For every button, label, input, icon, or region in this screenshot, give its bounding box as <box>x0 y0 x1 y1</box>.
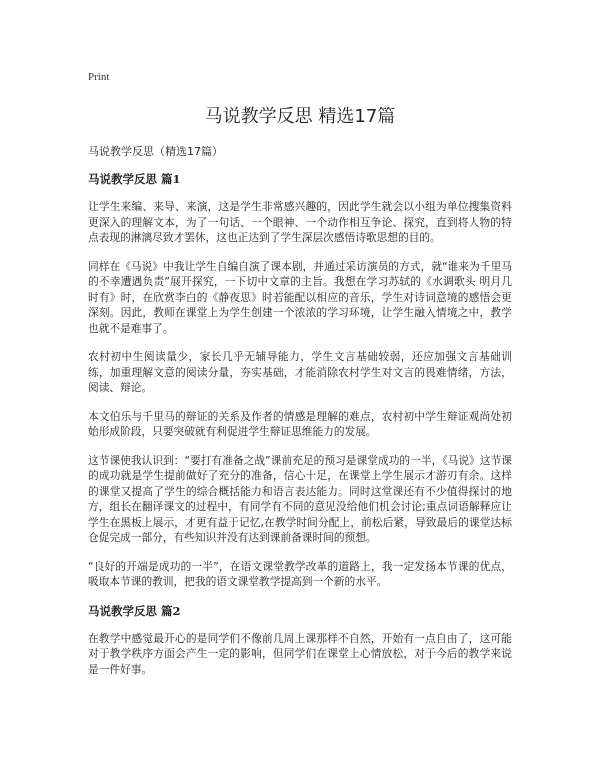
paragraph: 本文伯乐与千里马的辩证的关系及作者的情感是理解的难点，农村初中学生辩证观尚处初始形成阶段，只要突破就有利促进学生辩证思维能力的发展。 <box>88 409 512 438</box>
section-heading: 马说教学反思 篇2 <box>88 603 181 618</box>
section-1 <box>88 171 512 590</box>
paragraph: 同样在《马说》中我让学生自编自演了课本剧，并通过采访演员的方式，就“谁来为千里马的不幸遭遇负责”展开探究，一下切中文章的主旨。我想在学习苏轼的《水调歌头 明月几时有》时，在欣赏李白的《静夜思》时若能配以相应的音乐，学生对诗词意境的感悟会更深刻。因此，教师在课堂上为学生创建一个浓浓的学习环境，让学生融入情境之中，教学也就不是难事了。 <box>88 259 512 335</box>
paragraph: 这节课使我认识到：“要打有准备之战”课前充足的预习是课堂成功的一半，《马说》这节课的成功就是学生提前做好了充分的准备，信心十足，在课堂上学生展示才游刃有余。这样的课堂又提高了学生的综合概括能力和语言表达能力。同时这堂课还有不少值得探讨的地方，组长在翻译课文的过程中，有同学有不同的意见没给他们机会讨论;重点词语解释应让学生在黑板上展示，才更有益于记忆,在教学时间分配上，前松后紧，导致最后的课堂达标仓促完成一部分，有些知识并没有达到课前备课时间的预想。 <box>88 453 512 544</box>
document-subtitle: 马说教学反思（精选17篇） <box>88 145 223 158</box>
paragraph: 在教学中感觉最开心的是同学们不像前几周上课那样不自然，开始有一点自由了，这可能对于教学秩序方面会产生一定的影响，但同学们在课堂上心情放松，对于今后的教学来说是一件好事。 <box>88 631 512 676</box>
paragraph: “良好的开端是成功的一半”，在语文课堂教学改革的道路上，我一定发扬本节课的优点，吸取本节课的教训，把我的语文课堂教学提高到一个新的水平。 <box>88 559 512 588</box>
paragraph: 农村初中生阅读量少，家长几乎无辅导能力，学生文言基础较弱，还应加强文言基础训练，加重理解文意的阅读分量，夯实基础，才能消除农村学生对文言的畏难情绪，方法，阅读、辩论。 <box>88 350 512 394</box>
print-label: Print <box>88 71 110 83</box>
page-title: 马说教学反思 精选17篇 <box>204 106 396 127</box>
section-heading: 马说教学反思 篇1 <box>88 172 181 186</box>
paragraph: 让学生来编、来导、来演，这是学生非常感兴趣的，因此学生就会以小组为单位搜集资料更深入的理解文本，为了一句话、一个眼神、一个动作相互争论、探究，直到将人物的特点表现的淋漓尽致才罢休，这也正达到了学生深层次感悟诗歌思想的目的。 <box>88 200 512 244</box>
section-2 <box>88 603 512 678</box>
